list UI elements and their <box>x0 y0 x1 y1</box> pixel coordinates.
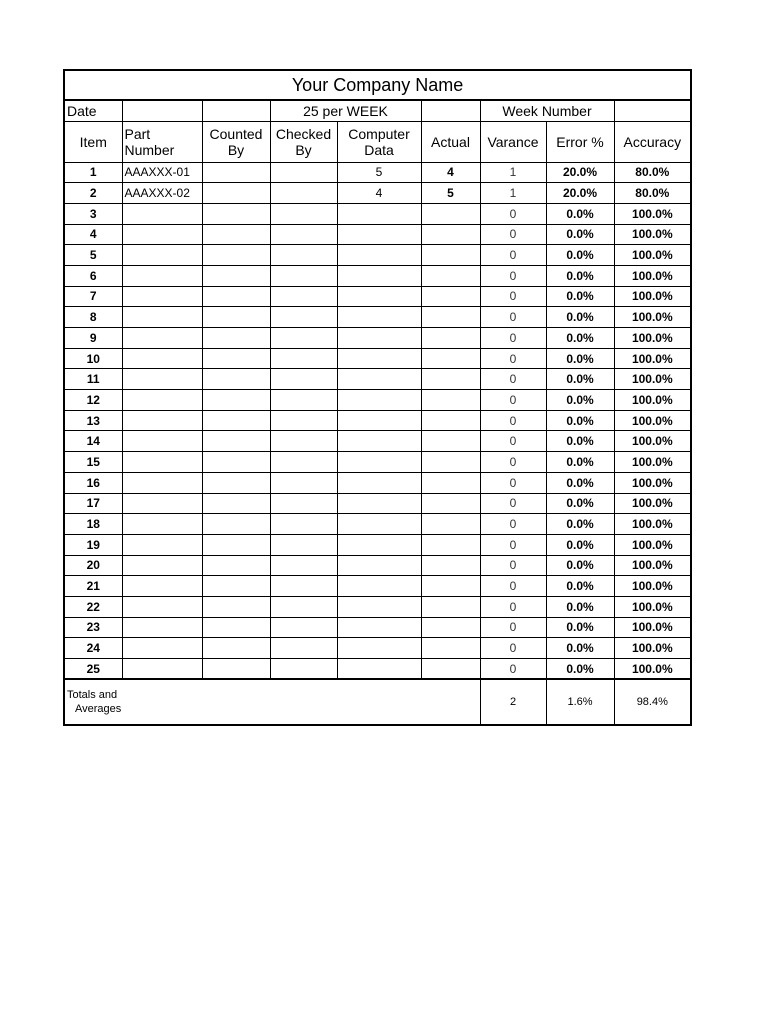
counted-by-cell[interactable] <box>202 348 270 369</box>
computer-data-cell[interactable] <box>337 286 421 307</box>
error-percent-cell: 0.0% <box>546 286 614 307</box>
variance-cell: 0 <box>480 576 546 597</box>
item-number-cell: 9 <box>64 328 122 349</box>
accuracy-cell: 100.0% <box>614 534 691 555</box>
counted-by-cell[interactable] <box>202 307 270 328</box>
totals-label-line2: Averages <box>75 703 122 716</box>
part-number-cell[interactable] <box>122 224 202 245</box>
table-row <box>64 472 691 493</box>
checked-by-cell[interactable] <box>270 369 337 390</box>
date-label: Date <box>64 100 122 121</box>
counted-by-cell[interactable] <box>202 369 270 390</box>
table-row <box>64 576 691 597</box>
accuracy-cell: 100.0% <box>614 265 691 286</box>
checked-by-cell[interactable] <box>270 493 337 514</box>
computer-data-cell[interactable] <box>337 596 421 617</box>
accuracy-cell: 100.0% <box>614 224 691 245</box>
variance-cell: 0 <box>480 472 546 493</box>
counted-by-cell[interactable] <box>202 224 270 245</box>
checked-by-cell[interactable] <box>270 534 337 555</box>
error-percent-cell: 0.0% <box>546 348 614 369</box>
variance-cell: 0 <box>480 348 546 369</box>
computer-data-cell[interactable] <box>337 452 421 473</box>
table-row <box>64 659 691 680</box>
checked-by-cell[interactable] <box>270 203 337 224</box>
checked-by-cell[interactable] <box>270 245 337 266</box>
counted-by-cell[interactable] <box>202 245 270 266</box>
computer-data-cell[interactable]: 4 <box>337 183 421 204</box>
item-number-cell: 25 <box>64 659 122 680</box>
actual-cell[interactable] <box>421 203 480 224</box>
table-row <box>64 555 691 576</box>
part-number-cell[interactable] <box>122 638 202 659</box>
variance-cell: 1 <box>480 162 546 183</box>
checked-by-cell[interactable] <box>270 348 337 369</box>
table-row <box>64 203 691 224</box>
variance-cell: 0 <box>480 369 546 390</box>
variance-cell: 0 <box>480 203 546 224</box>
table-row <box>64 265 691 286</box>
item-number-cell: 1 <box>64 162 122 183</box>
computer-data-cell[interactable] <box>337 617 421 638</box>
counted-by-cell[interactable] <box>202 638 270 659</box>
part-number-cell[interactable] <box>122 286 202 307</box>
actual-cell[interactable] <box>421 224 480 245</box>
table-row <box>64 307 691 328</box>
header-part-number-line1: Part <box>124 125 151 142</box>
table-row <box>64 369 691 390</box>
actual-cell[interactable] <box>421 555 480 576</box>
accuracy-cell: 100.0% <box>614 514 691 535</box>
frequency-label: 25 per WEEK <box>270 100 421 121</box>
header-checked-by <box>270 121 337 162</box>
computer-data-cell[interactable] <box>337 348 421 369</box>
computer-data-cell[interactable] <box>337 431 421 452</box>
actual-cell[interactable] <box>421 534 480 555</box>
counted-by-cell[interactable] <box>202 534 270 555</box>
item-number-cell: 8 <box>64 307 122 328</box>
computer-data-cell[interactable] <box>337 514 421 535</box>
header-item <box>64 121 122 162</box>
checked-by-cell[interactable] <box>270 555 337 576</box>
variance-cell: 0 <box>480 493 546 514</box>
error-percent-cell: 0.0% <box>546 534 614 555</box>
title-row <box>64 70 691 100</box>
item-number-cell: 10 <box>64 348 122 369</box>
computer-data-cell[interactable] <box>337 224 421 245</box>
part-number-cell[interactable] <box>122 472 202 493</box>
header-error-label: Error % <box>556 133 604 150</box>
table-row <box>64 452 691 473</box>
actual-cell[interactable] <box>421 390 480 411</box>
actual-cell[interactable] <box>421 659 480 680</box>
actual-cell[interactable]: 4 <box>421 162 480 183</box>
item-number-cell: 19 <box>64 534 122 555</box>
header-variance <box>480 121 546 162</box>
table-row <box>64 245 691 266</box>
table-row <box>64 224 691 245</box>
counted-by-cell[interactable] <box>202 162 270 183</box>
checked-by-cell[interactable] <box>270 514 337 535</box>
header-checked-by-line1: Checked <box>275 125 332 142</box>
accuracy-cell: 100.0% <box>614 390 691 411</box>
item-number-cell: 24 <box>64 638 122 659</box>
accuracy-cell: 100.0% <box>614 369 691 390</box>
table-row <box>64 286 691 307</box>
computer-data-cell[interactable] <box>337 534 421 555</box>
column-header-row <box>64 121 691 162</box>
counted-by-cell[interactable] <box>202 431 270 452</box>
accuracy-cell: 100.0% <box>614 638 691 659</box>
computer-data-cell[interactable] <box>337 638 421 659</box>
checked-by-cell[interactable] <box>270 162 337 183</box>
counted-by-cell[interactable] <box>202 390 270 411</box>
actual-cell[interactable] <box>421 410 480 431</box>
table-row <box>64 493 691 514</box>
checked-by-cell[interactable] <box>270 452 337 473</box>
table-row <box>64 162 691 183</box>
variance-cell: 0 <box>480 596 546 617</box>
variance-cell: 0 <box>480 659 546 680</box>
company-name-title[interactable]: Your Company Name <box>64 70 691 100</box>
week-number-value-cell[interactable] <box>614 100 691 121</box>
counted-by-cell[interactable] <box>202 617 270 638</box>
actual-cell[interactable] <box>421 514 480 535</box>
part-number-cell[interactable] <box>122 328 202 349</box>
part-number-cell[interactable]: AAAXXX-02 <box>122 183 202 204</box>
part-number-cell[interactable] <box>122 265 202 286</box>
accuracy-cell: 100.0% <box>614 472 691 493</box>
error-percent-cell: 0.0% <box>546 555 614 576</box>
totals-accuracy: 98.4% <box>614 679 691 725</box>
date-value-cell[interactable] <box>122 100 202 121</box>
counted-by-cell[interactable] <box>202 183 270 204</box>
variance-cell: 1 <box>480 183 546 204</box>
accuracy-cell: 100.0% <box>614 203 691 224</box>
week-number-label: Week Number <box>480 100 614 121</box>
actual-cell[interactable] <box>421 638 480 659</box>
totals-error: 1.6% <box>546 679 614 725</box>
error-percent-cell: 0.0% <box>546 265 614 286</box>
subheader-blank-cell[interactable] <box>421 100 480 121</box>
variance-cell: 0 <box>480 286 546 307</box>
computer-data-cell[interactable] <box>337 265 421 286</box>
counted-by-cell[interactable] <box>202 203 270 224</box>
error-percent-cell: 0.0% <box>546 659 614 680</box>
actual-cell[interactable] <box>421 348 480 369</box>
header-variance-label: Varance <box>487 133 539 150</box>
checked-by-cell[interactable] <box>270 638 337 659</box>
item-number-cell: 18 <box>64 514 122 535</box>
accuracy-cell: 100.0% <box>614 493 691 514</box>
checked-by-cell[interactable] <box>270 224 337 245</box>
error-percent-cell: 0.0% <box>546 452 614 473</box>
part-number-cell[interactable] <box>122 514 202 535</box>
computer-data-cell[interactable] <box>337 493 421 514</box>
checked-by-cell[interactable] <box>270 307 337 328</box>
error-percent-cell: 0.0% <box>546 203 614 224</box>
item-number-cell: 12 <box>64 390 122 411</box>
counted-by-cell[interactable] <box>202 493 270 514</box>
computer-data-cell[interactable] <box>337 576 421 597</box>
error-percent-cell: 0.0% <box>546 369 614 390</box>
part-number-cell[interactable] <box>122 203 202 224</box>
counted-by-cell[interactable] <box>202 452 270 473</box>
totals-label <box>64 679 480 725</box>
checked-by-cell[interactable] <box>270 659 337 680</box>
item-number-cell: 7 <box>64 286 122 307</box>
error-percent-cell: 0.0% <box>546 617 614 638</box>
error-percent-cell: 0.0% <box>546 576 614 597</box>
computer-data-cell[interactable] <box>337 472 421 493</box>
variance-cell: 0 <box>480 638 546 659</box>
checked-by-cell[interactable] <box>270 617 337 638</box>
checked-by-cell[interactable] <box>270 286 337 307</box>
computer-data-cell[interactable] <box>337 203 421 224</box>
table-row <box>64 390 691 411</box>
accuracy-cell: 100.0% <box>614 348 691 369</box>
counted-by-cell[interactable] <box>202 410 270 431</box>
header-item-label: Item <box>79 133 107 150</box>
checked-by-cell[interactable] <box>270 431 337 452</box>
checked-by-cell[interactable] <box>270 596 337 617</box>
accuracy-cell: 100.0% <box>614 286 691 307</box>
counted-by-cell[interactable] <box>202 576 270 597</box>
item-number-cell: 14 <box>64 431 122 452</box>
actual-cell[interactable] <box>421 286 480 307</box>
counted-by-cell[interactable] <box>202 286 270 307</box>
part-number-cell[interactable] <box>122 617 202 638</box>
totals-label-line1: Totals and <box>67 689 118 702</box>
table-row <box>64 638 691 659</box>
actual-cell[interactable] <box>421 369 480 390</box>
part-number-cell[interactable] <box>122 576 202 597</box>
item-number-cell: 6 <box>64 265 122 286</box>
part-number-cell[interactable] <box>122 659 202 680</box>
header-computer-data <box>337 121 421 162</box>
accuracy-cell: 100.0% <box>614 555 691 576</box>
checked-by-cell[interactable] <box>270 265 337 286</box>
error-percent-cell: 0.0% <box>546 472 614 493</box>
counted-by-cell[interactable] <box>202 596 270 617</box>
actual-cell[interactable] <box>421 452 480 473</box>
error-percent-cell: 0.0% <box>546 410 614 431</box>
checked-by-cell[interactable] <box>270 328 337 349</box>
cycle-count-table <box>63 69 692 726</box>
header-actual <box>421 121 480 162</box>
header-part-number-line2: Number <box>124 141 175 158</box>
item-number-cell: 20 <box>64 555 122 576</box>
error-percent-cell: 0.0% <box>546 224 614 245</box>
table-row <box>64 410 691 431</box>
actual-cell[interactable] <box>421 576 480 597</box>
part-number-cell[interactable] <box>122 245 202 266</box>
computer-data-cell[interactable] <box>337 390 421 411</box>
variance-cell: 0 <box>480 514 546 535</box>
part-number-cell[interactable] <box>122 555 202 576</box>
variance-cell: 0 <box>480 390 546 411</box>
actual-cell[interactable] <box>421 328 480 349</box>
item-number-cell: 5 <box>64 245 122 266</box>
subheader-row <box>64 100 691 121</box>
part-number-cell[interactable] <box>122 596 202 617</box>
part-number-cell[interactable] <box>122 390 202 411</box>
header-checked-by-line2: By <box>295 141 312 158</box>
error-percent-cell: 0.0% <box>546 493 614 514</box>
actual-cell[interactable] <box>421 431 480 452</box>
counted-by-cell[interactable] <box>202 514 270 535</box>
table-row <box>64 431 691 452</box>
counted-by-cell[interactable] <box>202 265 270 286</box>
accuracy-cell: 100.0% <box>614 617 691 638</box>
actual-cell[interactable] <box>421 493 480 514</box>
variance-cell: 0 <box>480 307 546 328</box>
subheader-blank-cell[interactable] <box>202 100 270 121</box>
table-row <box>64 183 691 204</box>
variance-cell: 0 <box>480 224 546 245</box>
accuracy-cell: 100.0% <box>614 328 691 349</box>
item-number-cell: 2 <box>64 183 122 204</box>
error-percent-cell: 0.0% <box>546 514 614 535</box>
variance-cell: 0 <box>480 410 546 431</box>
actual-cell[interactable]: 5 <box>421 183 480 204</box>
variance-cell: 0 <box>480 245 546 266</box>
error-percent-cell: 0.0% <box>546 245 614 266</box>
header-accuracy-label: Accuracy <box>623 133 682 150</box>
accuracy-cell: 80.0% <box>614 183 691 204</box>
accuracy-cell: 100.0% <box>614 307 691 328</box>
accuracy-cell: 100.0% <box>614 410 691 431</box>
counted-by-cell[interactable] <box>202 555 270 576</box>
part-number-cell[interactable] <box>122 452 202 473</box>
actual-cell[interactable] <box>421 245 480 266</box>
header-part-number <box>122 121 202 162</box>
accuracy-cell: 100.0% <box>614 576 691 597</box>
item-number-cell: 22 <box>64 596 122 617</box>
variance-cell: 0 <box>480 431 546 452</box>
counted-by-cell[interactable] <box>202 659 270 680</box>
table-row <box>64 328 691 349</box>
accuracy-cell: 100.0% <box>614 452 691 473</box>
item-number-cell: 4 <box>64 224 122 245</box>
accuracy-cell: 80.0% <box>614 162 691 183</box>
part-number-cell[interactable] <box>122 369 202 390</box>
header-computer-data-line1: Computer <box>348 125 410 142</box>
checked-by-cell[interactable] <box>270 410 337 431</box>
variance-cell: 0 <box>480 534 546 555</box>
totals-row <box>64 679 691 725</box>
error-percent-cell: 0.0% <box>546 328 614 349</box>
error-percent-cell: 0.0% <box>546 431 614 452</box>
error-percent-cell: 0.0% <box>546 638 614 659</box>
variance-cell: 0 <box>480 555 546 576</box>
computer-data-cell[interactable]: 5 <box>337 162 421 183</box>
item-number-cell: 23 <box>64 617 122 638</box>
item-number-cell: 11 <box>64 369 122 390</box>
cycle-count-sheet <box>63 69 690 726</box>
item-number-cell: 15 <box>64 452 122 473</box>
actual-cell[interactable] <box>421 472 480 493</box>
header-error <box>546 121 614 162</box>
computer-data-cell[interactable] <box>337 369 421 390</box>
part-number-cell[interactable] <box>122 431 202 452</box>
header-counted-by <box>202 121 270 162</box>
counted-by-cell[interactable] <box>202 472 270 493</box>
checked-by-cell[interactable] <box>270 472 337 493</box>
accuracy-cell: 100.0% <box>614 659 691 680</box>
computer-data-cell[interactable] <box>337 555 421 576</box>
computer-data-cell[interactable] <box>337 307 421 328</box>
error-percent-cell: 20.0% <box>546 162 614 183</box>
item-number-cell: 3 <box>64 203 122 224</box>
accuracy-cell: 100.0% <box>614 431 691 452</box>
counted-by-cell[interactable] <box>202 328 270 349</box>
part-number-cell[interactable] <box>122 534 202 555</box>
computer-data-cell[interactable] <box>337 245 421 266</box>
error-percent-cell: 0.0% <box>546 390 614 411</box>
part-number-cell[interactable] <box>122 493 202 514</box>
error-percent-cell: 0.0% <box>546 596 614 617</box>
item-number-cell: 13 <box>64 410 122 431</box>
actual-cell[interactable] <box>421 596 480 617</box>
table-row <box>64 596 691 617</box>
variance-cell: 0 <box>480 265 546 286</box>
header-computer-data-line2: Data <box>364 141 394 158</box>
checked-by-cell[interactable] <box>270 183 337 204</box>
part-number-cell[interactable] <box>122 348 202 369</box>
error-percent-cell: 20.0% <box>546 183 614 204</box>
actual-cell[interactable] <box>421 265 480 286</box>
part-number-cell[interactable] <box>122 307 202 328</box>
accuracy-cell: 100.0% <box>614 596 691 617</box>
variance-cell: 0 <box>480 452 546 473</box>
error-percent-cell: 0.0% <box>546 307 614 328</box>
header-actual-label: Actual <box>431 133 470 150</box>
table-row <box>64 348 691 369</box>
item-number-cell: 17 <box>64 493 122 514</box>
header-counted-by-line1: Counted <box>209 125 263 142</box>
table-row <box>64 534 691 555</box>
checked-by-cell[interactable] <box>270 390 337 411</box>
part-number-cell[interactable]: AAAXXX-01 <box>122 162 202 183</box>
variance-cell: 0 <box>480 328 546 349</box>
actual-cell[interactable] <box>421 617 480 638</box>
computer-data-cell[interactable] <box>337 659 421 680</box>
actual-cell[interactable] <box>421 307 480 328</box>
item-number-cell: 16 <box>64 472 122 493</box>
table-row <box>64 617 691 638</box>
item-number-cell: 21 <box>64 576 122 597</box>
variance-cell: 0 <box>480 617 546 638</box>
header-accuracy <box>614 121 691 162</box>
computer-data-cell[interactable] <box>337 328 421 349</box>
checked-by-cell[interactable] <box>270 576 337 597</box>
table-row <box>64 514 691 535</box>
totals-variance: 2 <box>480 679 546 725</box>
part-number-cell[interactable] <box>122 410 202 431</box>
header-counted-by-line2: By <box>227 141 245 158</box>
accuracy-cell: 100.0% <box>614 245 691 266</box>
computer-data-cell[interactable] <box>337 410 421 431</box>
